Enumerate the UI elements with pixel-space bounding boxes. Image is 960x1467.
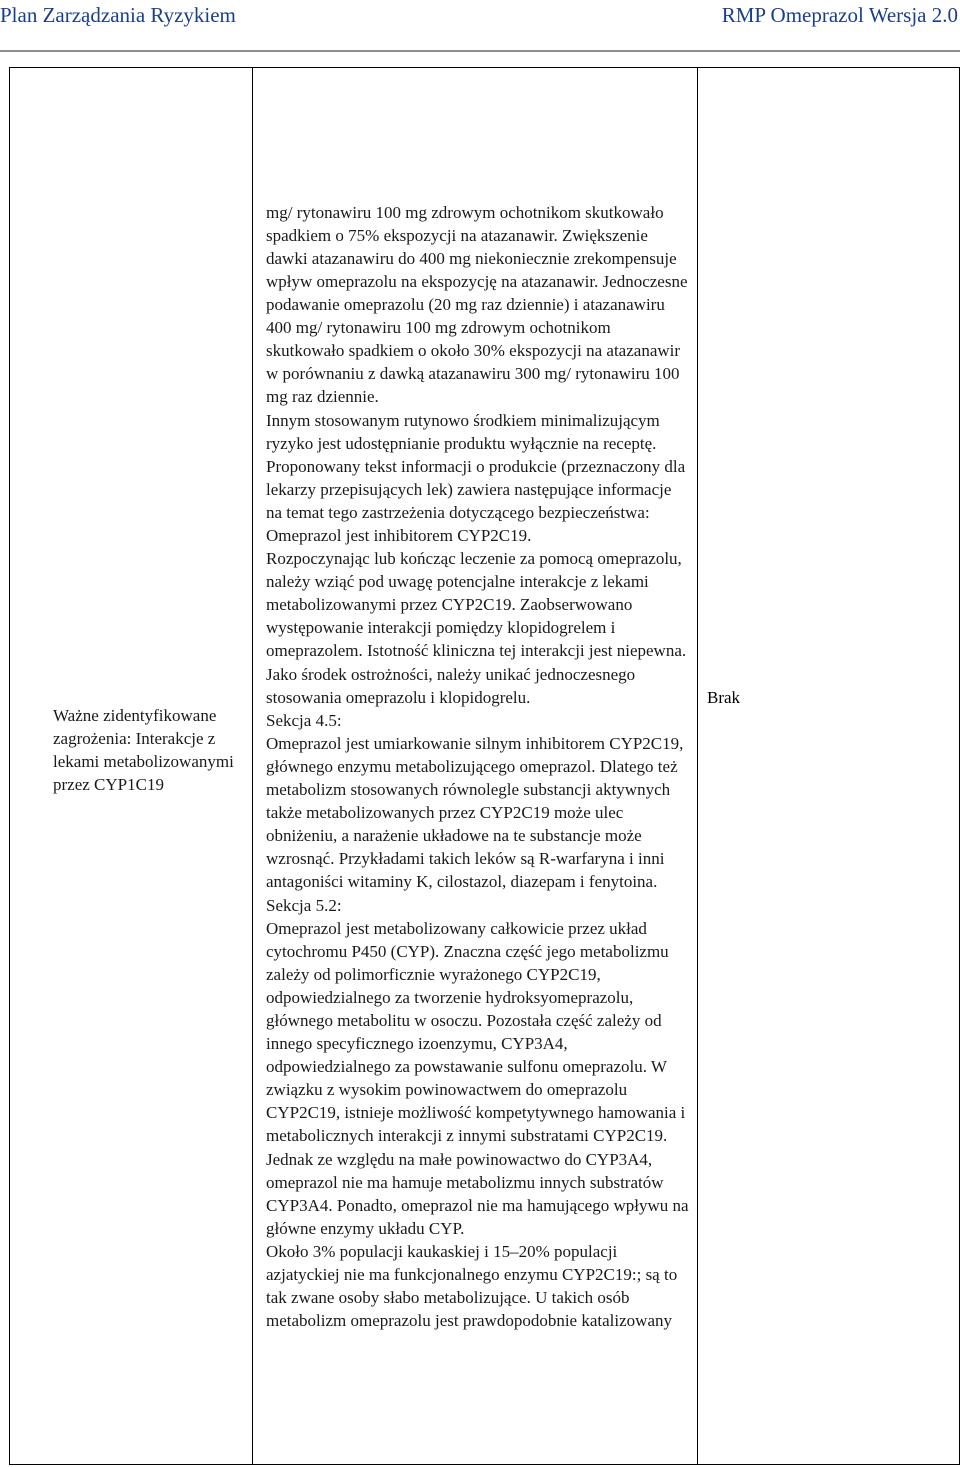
document-title: Plan Zarządzania Ryzykiem	[0, 3, 236, 27]
measures-paragraph: Omeprazol jest inhibitorem CYP2C19.	[266, 526, 532, 546]
additional-measures-text: Brak	[707, 688, 741, 707]
additional-measures-cell	[698, 68, 960, 1465]
document-version: RMP Omeprazol Wersja 2.0	[721, 3, 958, 27]
measures-paragraph: Około 3% populacji kaukaskiej i 15–20% populacji azjatyckiej nie ma funkcjonalnego enzymu CYP2C19:; są to tak zwane osoby słabo metabolizujące. U takich osób metabolizm omeprazolu jest prawdopodobnie katalizowany	[266, 1241, 678, 1331]
section-label: Sekcja 4.5:	[266, 710, 342, 730]
table-row	[10, 68, 960, 1465]
hazard-text: Ważne zidentyfikowane zagrożenia: Interakcje z lekami metabolizowanymi przez CYP1C19	[53, 705, 234, 795]
measures-cell	[253, 68, 698, 1465]
measures-paragraph: Innym stosowanym rutynowo środkiem minimalizującym ryzyko jest udostępnianie produktu wyłącznie na receptę.	[266, 410, 660, 453]
hazard-cell	[10, 68, 253, 1465]
measures-content	[253, 200, 697, 1333]
measures-paragraph: Omeprazol jest umiarkowanie silnym inhibitorem CYP2C19, głównego enzymu metabolizującego omeprazol. Dlatego też metabolizm stosowanych równolegle substancji aktywnych także metabolizowanych przez CYP2C19 może ulec obniżeniu, a narażenie układowe na te substancje może wzrosnąć. Przykładami takich leków są R-warfaryna i inni antagoniści witaminy K, cilostazol, diazepam i fenytoina.	[266, 733, 684, 892]
section-label: Sekcja 5.2:	[266, 895, 342, 915]
measures-paragraph: Omeprazol jest metabolizowany całkowicie przez układ cytochromu P450 (CYP). Znaczna część jego metabolizmu zależy od polimorficznie wyrażonego CYP2C19, odpowiedzialnego za tworzenie hydroksyomeprazolu, głównego metabolitu w osoczu. Pozostała część zależy od innego specyficznego izoenzymu, CYP3A4, odpowiedzialnego za powstawanie sulfonu omeprazolu. W związku z wysokim powinowactwem do omeprazolu CYP2C19, istnieje możliwość kompetytywnego hamowania i metabolicznych interakcji z innymi substratami CYP2C19. Jednak ze względu na małe powinowactwo do CYP3A4, omeprazol nie ma hamuje metabolizmu innych substratów CYP3A4. Ponadto, omeprazol nie ma hamującego wpływu na główne enzymy układu CYP.	[266, 918, 689, 1238]
risk-management-table	[9, 67, 960, 1465]
measures-paragraph: Rozpoczynając lub kończąc leczenie za pomocą omeprazolu, należy wziąć pod uwagę potencjalne interakcje z lekami metabolizowanymi przez CYP2C19. Zaobserwowano występowanie interakcji pomiędzy klopidogrelem i omeprazolem. Istotność kliniczna tej interakcji jest niepewna. Jako środek ostrożności, należy unikać jednoczesnego stosowania omeprazolu i klopidogrelu.	[266, 549, 687, 707]
measures-paragraph: Proponowany tekst informacji o produkcie (przeznaczony dla lekarzy przepisujących lek) zawiera następujące informacje na temat tego zastrzeżenia dotyczącego bezpieczeństwa:	[266, 456, 686, 522]
measures-paragraph: mg/ rytonawiru 100 mg zdrowym ochotnikom skutkowało spadkiem o 75% ekspozycji na atazanawir. Zwiększenie dawki atazanawiru do 400 mg niekoniecznie zrekompensuje wpływ omeprazolu na ekspozycję na atazanawir. Jednoczesne podawanie omeprazolu (20 mg raz dziennie) i atazanawiru 400 mg/ rytonawiru 100 mg zdrowym ochotnikom skutkowało spadkiem o około 30% ekspozycji na atazanawir w porównaniu z dawką atazanawiru 300 mg/ rytonawiru 100 mg raz dziennie.	[266, 202, 688, 407]
page-header	[0, 0, 960, 52]
